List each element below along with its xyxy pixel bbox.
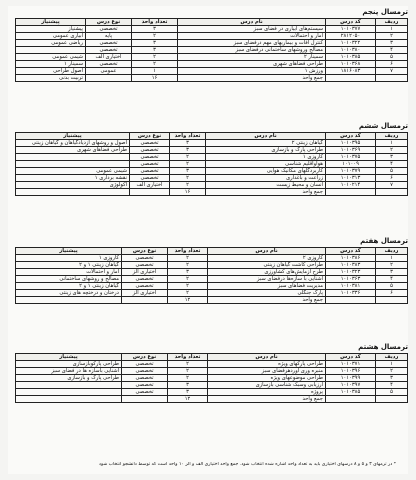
cell-type: تخصصی: [86, 40, 132, 47]
table-row: [16, 33, 408, 40]
cell-units: ۲: [168, 368, 208, 375]
cell-prereq: آبیاری عمومی: [16, 33, 86, 40]
cell-code: ۱۰۱۰۳۲۲: [326, 40, 376, 47]
cell-units: ۲: [170, 175, 206, 182]
cell-name: انسان و محیط زیست: [206, 182, 326, 189]
cell-prereq: درختان و درختچه های زینتی: [16, 290, 122, 297]
column-header-type: نوع درس: [86, 19, 132, 26]
column-header-name: نام درس: [208, 354, 326, 361]
table-row: [16, 26, 408, 33]
semester-title: ترمسال هشتم: [358, 343, 408, 351]
cell-units: ۲: [132, 61, 178, 68]
cell-units: ۲: [168, 283, 208, 290]
cell-prereq: [16, 189, 130, 196]
cell-type: تخصصی: [122, 276, 168, 283]
cell-prereq: طراحی پارکوبازسازی: [16, 361, 122, 368]
table-row: [16, 262, 408, 269]
cell-code: ۱۰۱۰۳۸۶: [326, 255, 376, 262]
cell-name: طراحی پارکهای ویژه: [208, 361, 326, 368]
cell-units: ۳: [132, 26, 178, 33]
cell-name: آشنایی با سازه‌ها درفضای سبز: [208, 276, 326, 283]
cell-row: ۲: [376, 33, 408, 40]
cell-units: ۲: [132, 54, 178, 61]
cell-row: ۴: [376, 382, 408, 389]
table-row: [16, 75, 408, 82]
column-header-code: کد درس: [326, 354, 376, 361]
cell-name: کاربردگلهای مکانیک هوایی: [206, 168, 326, 175]
cell-code: ۱۰۱۰۳۹۵: [326, 140, 376, 147]
cell-type: پایه: [86, 33, 132, 40]
cell-prereq: آمار و احتمالات: [16, 269, 122, 276]
cell-row: ۶: [376, 290, 408, 297]
cell-units: ۳: [170, 140, 206, 147]
cell-row: ۱: [376, 361, 408, 368]
cell-name: مصالح وروشهای ساختمانی درفضای سبز: [178, 47, 326, 54]
cell-prereq: نقشه برداری ۱: [16, 175, 130, 182]
cell-prereq: گیاهان زینتی ۱ و ۲: [16, 262, 122, 269]
footer-note: * در ترمهای ۳ و ۵ و ۸ درسهای اختیاری باید به تعداد واحد اشاره شده انتخاب شود. جمع واحد اختیاری الف و الز ۱۰ واحد است که توسط دانشجو انتخاب شود: [98, 462, 396, 467]
cell-prereq: ریاضی عمومی: [16, 40, 86, 47]
column-header-row: ردیف: [376, 354, 408, 361]
table-row: [16, 68, 408, 75]
cell-code: [326, 297, 376, 304]
table-row: [16, 375, 408, 382]
cell-prereq: اکولوژی: [16, 182, 130, 189]
cell-type: [86, 75, 132, 82]
cell-code: ۱۰۱۰۳۷۷: [326, 26, 376, 33]
table-body: [16, 133, 408, 196]
cell-code: ۱۰۱۰۳۸۱: [326, 283, 376, 290]
cell-prereq: طراحی پارک و بازسازی: [16, 375, 122, 382]
cell-units: ۲: [168, 276, 208, 283]
cell-code: ۱۸۱۶۰۸۳: [326, 68, 376, 75]
cell-type: تخصصی: [122, 382, 168, 389]
cell-prereq: گیاهان زینتی ۱ و ۲: [16, 283, 122, 290]
column-header-row: ردیف: [376, 133, 408, 140]
cell-code: ۱۰۱۰۳۹۷: [326, 382, 376, 389]
semester-table: [15, 353, 408, 403]
cell-row: ۳: [376, 154, 408, 161]
cell-units: ۳: [170, 147, 206, 154]
table-row: [16, 368, 408, 375]
cell-prereq: کاروزی ۱: [16, 255, 122, 262]
column-header-type: نوع درس: [122, 354, 168, 361]
cell-code: ۱۰۱۰۳۷۵: [326, 154, 376, 161]
cell-row: ۳: [376, 269, 408, 276]
column-header-code: کد درس: [326, 19, 376, 26]
cell-prereq: [16, 396, 122, 403]
cell-units: ۳: [168, 382, 208, 389]
cell-units: ۳: [168, 269, 208, 276]
cell-units: ۱۶: [132, 75, 178, 82]
cell-code: ۱۰۱۰۳۸۵: [326, 54, 376, 61]
cell-type: تخصصی: [122, 262, 168, 269]
cell-type: [122, 396, 168, 403]
cell-code: ۱۰۱۰۳۶۸: [326, 61, 376, 68]
column-header-row: ردیف: [376, 248, 408, 255]
cell-row: ۲: [376, 147, 408, 154]
cell-prereq: [16, 297, 122, 304]
cell-units: ۳: [168, 389, 208, 396]
cell-code: ۱۰۱۰۳۸۵: [326, 389, 376, 396]
cell-name: سیستم‌های آبیاری در فضای سبز: [178, 26, 326, 33]
cell-row: ۴: [376, 161, 408, 168]
cell-units: ۲: [168, 375, 208, 382]
table-row: [16, 290, 408, 297]
semester-title: ترمسال پنجم: [362, 8, 408, 16]
cell-name: طراحی موضوعهای ویژه: [208, 375, 326, 382]
table-row: [16, 269, 408, 276]
table-row: [16, 182, 408, 189]
cell-type: تخصصی: [130, 140, 170, 147]
column-header-prereq: پیشنیاز: [16, 354, 122, 361]
cell-code: ۱۰۱۰۳۷۱: [326, 361, 376, 368]
cell-type: تخصصی: [130, 154, 170, 161]
column-header-code: کد درس: [326, 133, 376, 140]
cell-name: جمع واحد: [206, 189, 326, 196]
header-row: [16, 248, 408, 255]
column-header-units: تعداد واحد: [132, 19, 178, 26]
cell-type: تخصصی: [130, 161, 170, 168]
cell-row: ۱: [376, 26, 408, 33]
cell-row: ۲: [376, 368, 408, 375]
cell-type: تخصصی: [122, 389, 168, 396]
cell-prereq: [16, 161, 130, 168]
column-header-name: نام درس: [208, 248, 326, 255]
cell-row: [376, 189, 408, 196]
semester-table: [15, 18, 408, 82]
cell-prereq: اصول طراحی: [16, 68, 86, 75]
cell-units: ۱۲: [168, 297, 208, 304]
cell-code: ۲۸۱۲۰۵۰: [326, 33, 376, 40]
cell-type: اختیاری الز: [122, 290, 168, 297]
table-body: [16, 19, 408, 82]
column-header-units: تعداد واحد: [168, 354, 208, 361]
cell-name: مدیریت فضاهای سبز: [208, 283, 326, 290]
cell-units: ۲: [132, 33, 178, 40]
cell-units: ۲: [168, 290, 208, 297]
column-header-prereq: پیشنیاز: [16, 133, 130, 140]
table-row: [16, 297, 408, 304]
cell-type: تخصصی: [130, 175, 170, 182]
cell-code: ۱۰۱۰۳۹۶: [326, 368, 376, 375]
table-row: [16, 161, 408, 168]
cell-type: تخصصی: [122, 361, 168, 368]
cell-code: ۱۰۱۰۳۷۹: [326, 168, 376, 175]
cell-row: ۵: [376, 389, 408, 396]
cell-name: کاروزی ۱: [206, 154, 326, 161]
cell-code: ۱۰۱۰۳۹۹: [326, 375, 376, 382]
cell-units: ۲: [170, 161, 206, 168]
cell-name: طراحی کاشت گیاهان زینتی: [208, 262, 326, 269]
cell-code: [326, 75, 376, 82]
cell-code: ۱۰۱۰۳۲۳: [326, 269, 376, 276]
cell-row: ۳: [376, 375, 408, 382]
cell-row: ۴: [376, 47, 408, 54]
cell-name: جمع واحد: [178, 75, 326, 82]
table-row: [16, 147, 408, 154]
cell-type: تخصصی: [122, 255, 168, 262]
semester-title: ترمسال هفتم: [360, 237, 408, 245]
cell-type: تخصصی: [122, 368, 168, 375]
column-header-type: نوع درس: [122, 248, 168, 255]
column-header-units: تعداد واحد: [168, 248, 208, 255]
cell-prereq: [16, 382, 122, 389]
table-row: [16, 361, 408, 368]
cell-row: ۱: [376, 255, 408, 262]
table-row: [16, 40, 408, 47]
cell-name: کاروزی ۲: [208, 255, 326, 262]
semester-table: [15, 132, 408, 196]
column-header-type: نوع درس: [130, 133, 170, 140]
cell-name: سمینار ۲: [178, 54, 326, 61]
curriculum-page: [8, 6, 408, 474]
header-row: [16, 19, 408, 26]
cell-name: هواوآقلیم شناسی: [206, 161, 326, 168]
cell-type: تخصصی: [86, 61, 132, 68]
cell-prereq: شیمی عمومی: [16, 54, 86, 61]
cell-row: [376, 75, 408, 82]
table-row: [16, 140, 408, 147]
cell-type: عمومی: [86, 68, 132, 75]
column-header-prereq: پیشنیاز: [16, 19, 86, 26]
cell-name: طرح آزمایش‌های کشاورزی: [208, 269, 326, 276]
cell-units: ۲: [170, 182, 206, 189]
table-row: [16, 54, 408, 61]
cell-name: جمع واحد: [208, 396, 326, 403]
table-row: [16, 389, 408, 396]
cell-row: ۳: [376, 40, 408, 47]
cell-type: تخصصی: [130, 168, 170, 175]
cell-prereq: مصالح و روشهای ساختمانی: [16, 276, 122, 283]
table-row: [16, 255, 408, 262]
table-row: [16, 175, 408, 182]
header-row: [16, 133, 408, 140]
cell-type: تخصصی: [130, 147, 170, 154]
cell-prereq: اصول و روشهای ازدیادگیاهان و گیاهان زینتی: [16, 140, 130, 147]
cell-units: ۱۲: [168, 396, 208, 403]
cell-units: ۲: [168, 262, 208, 269]
cell-row: ۷: [376, 68, 408, 75]
cell-code: ۱۰۱۰۳۶۳: [326, 276, 376, 283]
cell-code: ۱۰۱۰۳۱۳: [326, 175, 376, 182]
cell-code: ۱۰۱۰۳۶۹: [326, 147, 376, 154]
cell-units: ۲: [170, 154, 206, 161]
cell-name: آمار و احتمالات: [178, 33, 326, 40]
table-row: [16, 189, 408, 196]
cell-units: ۲: [168, 255, 208, 262]
table-body: [16, 354, 408, 403]
column-header-name: نام درس: [178, 19, 326, 26]
cell-name: طراحی پارک و بازسازی: [206, 147, 326, 154]
cell-name: گیاهان زینتی ۲: [206, 140, 326, 147]
cell-row: [376, 297, 408, 304]
cell-row: ۶: [376, 175, 408, 182]
semester-table: [15, 247, 408, 304]
column-header-prereq: پیشنیاز: [16, 248, 122, 255]
cell-code: [326, 396, 376, 403]
header-row: [16, 354, 408, 361]
table-row: [16, 382, 408, 389]
cell-type: [122, 297, 168, 304]
cell-code: ۱۰۱۰۳۳۶: [326, 290, 376, 297]
cell-row: ۵: [376, 283, 408, 290]
table-row: [16, 283, 408, 290]
table-body: [16, 248, 408, 304]
cell-row: ۵: [376, 54, 408, 61]
cell-prereq: تربیت بدنی: [16, 75, 86, 82]
cell-row: ۱: [376, 140, 408, 147]
cell-name: طراحی فضاهای شهری: [178, 61, 326, 68]
cell-type: اختیاری الف: [130, 182, 170, 189]
cell-units: ۳: [132, 40, 178, 47]
cell-name: ارزیابی وسبک شناسی بازسازی: [208, 382, 326, 389]
cell-name: پارک جنگلی: [208, 290, 326, 297]
cell-row: ۴: [376, 276, 408, 283]
cell-prereq: [16, 154, 130, 161]
cell-prereq: [16, 47, 86, 54]
cell-type: تخصصی: [122, 375, 168, 382]
cell-name: منبره وری آوردهرفضای سبز: [208, 368, 326, 375]
cell-prereq: طراحی فضاهای شهری: [16, 147, 130, 154]
cell-type: اختیاری الز: [122, 269, 168, 276]
cell-units: ۱: [132, 68, 178, 75]
table-row: [16, 154, 408, 161]
column-header-units: تعداد واحد: [170, 133, 206, 140]
cell-code: ۱۰۱۰۳۸۰: [326, 47, 376, 54]
cell-code: ۱۰۱۰۰۹: [326, 161, 376, 168]
cell-name: ورزش ۱: [178, 68, 326, 75]
table-row: [16, 396, 408, 403]
cell-code: ۱۰۱۰۳۸۳: [326, 262, 376, 269]
cell-prereq: شیمی عمومی: [16, 168, 130, 175]
cell-code: [326, 189, 376, 196]
table-row: [16, 47, 408, 54]
column-header-name: نام درس: [206, 133, 326, 140]
cell-prereq: سمینار ۱: [16, 61, 86, 68]
cell-type: [130, 189, 170, 196]
column-header-row: ردیف: [376, 19, 408, 26]
table-row: [16, 168, 408, 175]
table-row: [16, 61, 408, 68]
column-header-code: کد درس: [326, 248, 376, 255]
cell-units: ۱۶: [170, 189, 206, 196]
cell-row: [376, 396, 408, 403]
cell-units: ۲: [168, 361, 208, 368]
table-row: [16, 276, 408, 283]
cell-row: ۶: [376, 61, 408, 68]
cell-row: ۷: [376, 182, 408, 189]
cell-type: اختیاری الف: [86, 54, 132, 61]
cell-type: تخصصی: [86, 26, 132, 33]
cell-name: کنترل آفات و بیماریهای مهم درفضای سبز: [178, 40, 326, 47]
cell-prereq: پیشنیاز: [16, 26, 86, 33]
cell-units: ۳: [170, 168, 206, 175]
cell-type: تخصصی: [122, 283, 168, 290]
cell-row: ۵: [376, 168, 408, 175]
cell-type: تخصصی: [86, 47, 132, 54]
cell-units: ۳: [132, 47, 178, 54]
cell-code: ۱۰۱۰۲۱۴: [326, 182, 376, 189]
cell-row: ۲: [376, 262, 408, 269]
cell-name: زراعت و باغداری: [206, 175, 326, 182]
cell-prereq: [16, 389, 122, 396]
cell-prereq: آشنایی باسازه ها در فضای سبز: [16, 368, 122, 375]
semester-title: ترمسال ششم: [358, 122, 408, 130]
cell-name: جمع واحد: [208, 297, 326, 304]
cell-name: پروژه: [208, 389, 326, 396]
